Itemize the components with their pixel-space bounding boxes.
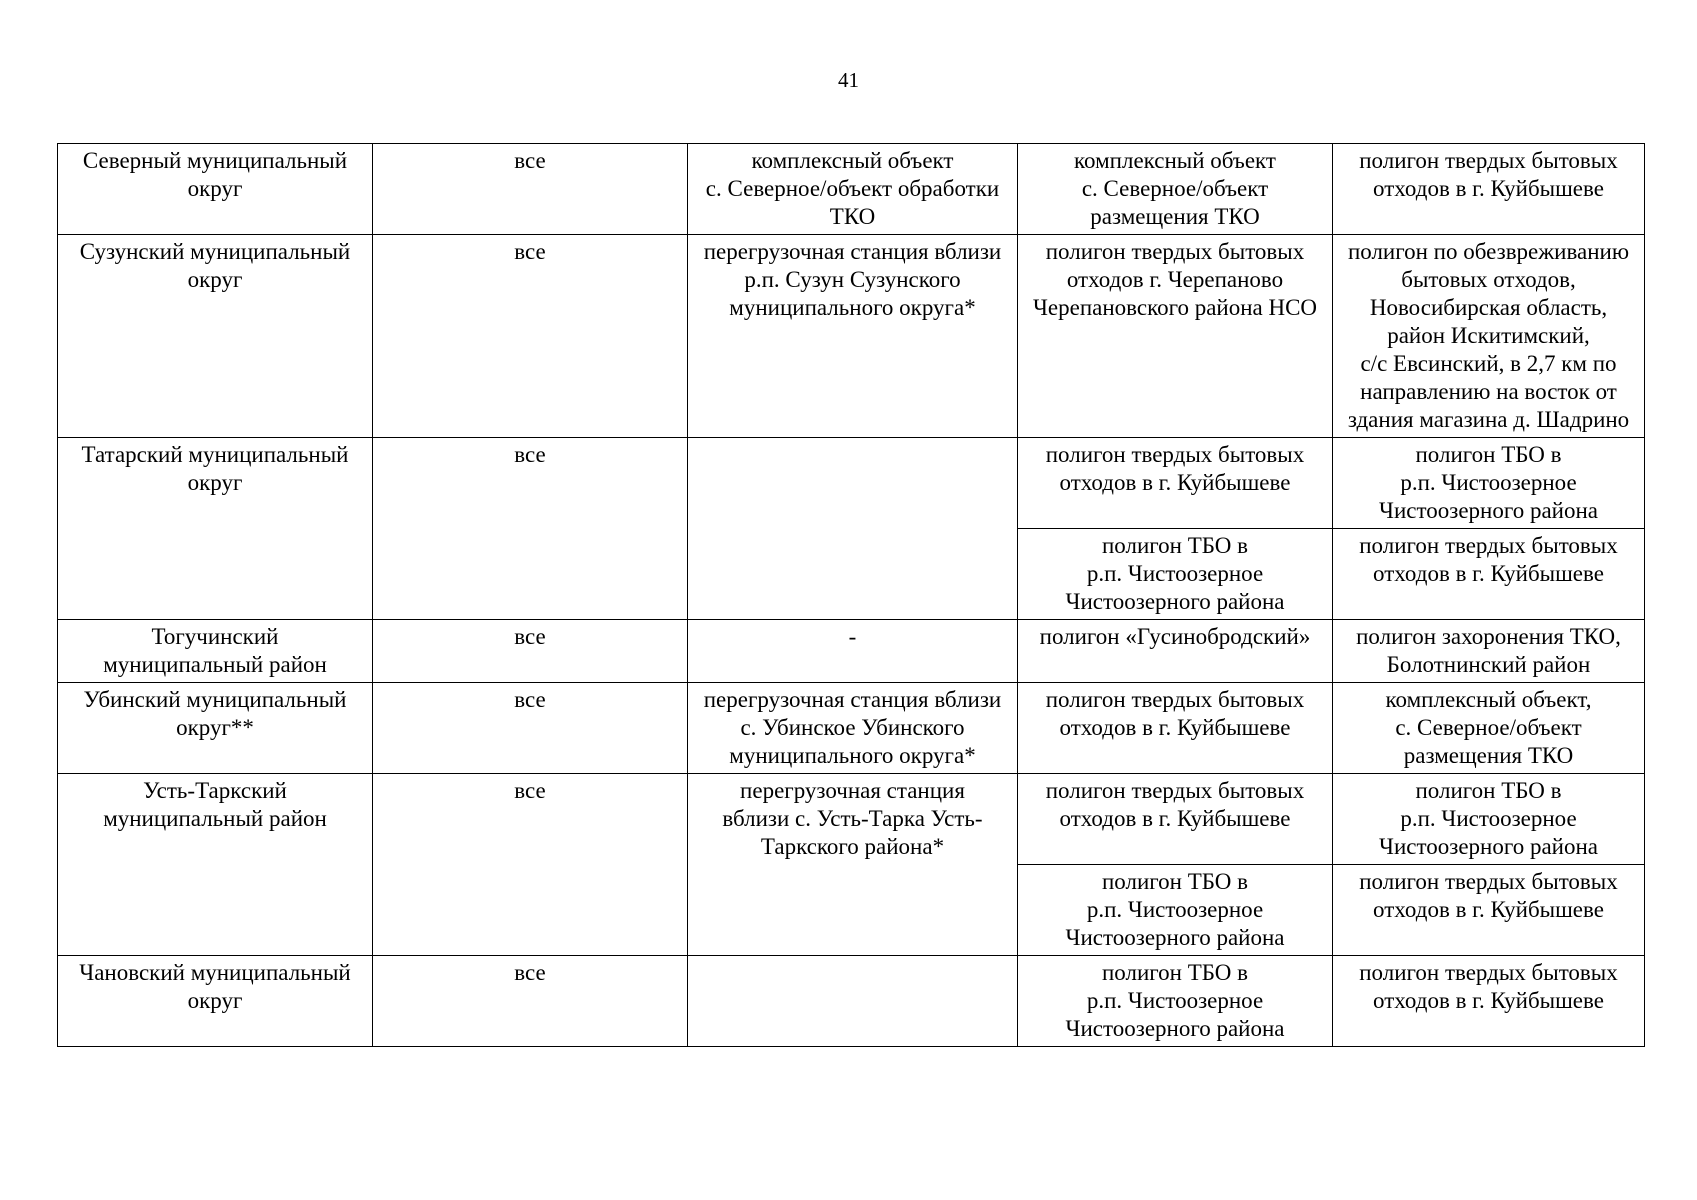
station-cell	[688, 956, 1018, 1047]
settlements-cell: все	[373, 620, 688, 683]
table-row	[58, 144, 1645, 235]
alternate-destination-cell: полигон по обезвреживанию бытовых отходов, Новосибирская область, район Искитимский, с/с Евсинский, в 2,7 км по направлению на восток от здания магазина д. Шадрино	[1333, 235, 1645, 438]
district-cell: Тогучинский муниципальный район	[58, 620, 373, 683]
district-cell: Убинский муниципальный округ**	[58, 683, 373, 774]
district-cell: Северный муниципальный округ	[58, 144, 373, 235]
alternate-destination-cell: полигон ТБО в р.п. Чистоозерное Чистоозерного района	[1333, 438, 1645, 529]
destination-cell: полигон твердых бытовых отходов в г. Куйбышеве	[1018, 438, 1333, 529]
settlements-cell: все	[373, 774, 688, 956]
alternate-destination-cell: полигон твердых бытовых отходов в г. Куйбышеве	[1333, 144, 1645, 235]
alternate-destination-cell: полигон твердых бытовых отходов в г. Куйбышеве	[1333, 529, 1645, 620]
district-cell: Чановский муниципальный округ	[58, 956, 373, 1047]
page-number: 41	[838, 68, 859, 92]
station-cell: перегрузочная станция вблизи с. Убинское Убинского муниципального округа*	[688, 683, 1018, 774]
settlements-cell: все	[373, 144, 688, 235]
station-cell	[688, 438, 1018, 620]
alternate-destination-cell: полигон твердых бытовых отходов в г. Куйбышеве	[1333, 956, 1645, 1047]
table-row	[58, 774, 1645, 865]
station-cell: перегрузочная станция вблизи с. Усть-Тарка Усть- Таркского района*	[688, 774, 1018, 956]
alternate-destination-cell: полигон захоронения ТКО, Болотнинский район	[1333, 620, 1645, 683]
table-row	[58, 683, 1645, 774]
district-cell: Татарский муниципальный округ	[58, 438, 373, 620]
destination-cell: полигон твердых бытовых отходов в г. Куйбышеве	[1018, 774, 1333, 865]
table-row	[58, 438, 1645, 529]
settlements-cell: все	[373, 235, 688, 438]
station-cell: перегрузочная станция вблизи р.п. Сузун Сузунского муниципального округа*	[688, 235, 1018, 438]
destination-cell: полигон ТБО в р.п. Чистоозерное Чистоозерного района	[1018, 529, 1333, 620]
settlements-cell: все	[373, 683, 688, 774]
alternate-destination-cell: полигон ТБО в р.п. Чистоозерное Чистоозерного района	[1333, 774, 1645, 865]
destination-cell: полигон «Гусинобродский»	[1018, 620, 1333, 683]
destination-cell: полигон твердых бытовых отходов в г. Куйбышеве	[1018, 683, 1333, 774]
table-row	[58, 620, 1645, 683]
settlements-cell: все	[373, 438, 688, 620]
district-cell: Сузунский муниципальный округ	[58, 235, 373, 438]
station-cell: комплексный объект с. Северное/объект обработки ТКО	[688, 144, 1018, 235]
station-cell: -	[688, 620, 1018, 683]
alternate-destination-cell: полигон твердых бытовых отходов в г. Куйбышеве	[1333, 865, 1645, 956]
district-cell: Усть-Таркский муниципальный район	[58, 774, 373, 956]
destination-cell: полигон ТБО в р.п. Чистоозерное Чистоозерного района	[1018, 956, 1333, 1047]
waste-routing-table	[57, 143, 1645, 1047]
table-row	[58, 235, 1645, 438]
destination-cell: комплексный объект с. Северное/объект размещения ТКО	[1018, 144, 1333, 235]
table-row	[58, 956, 1645, 1047]
settlements-cell: все	[373, 956, 688, 1047]
alternate-destination-cell: комплексный объект, с. Северное/объект размещения ТКО	[1333, 683, 1645, 774]
destination-cell: полигон твердых бытовых отходов г. Черепаново Черепановского района НСО	[1018, 235, 1333, 438]
destination-cell: полигон ТБО в р.п. Чистоозерное Чистоозерного района	[1018, 865, 1333, 956]
